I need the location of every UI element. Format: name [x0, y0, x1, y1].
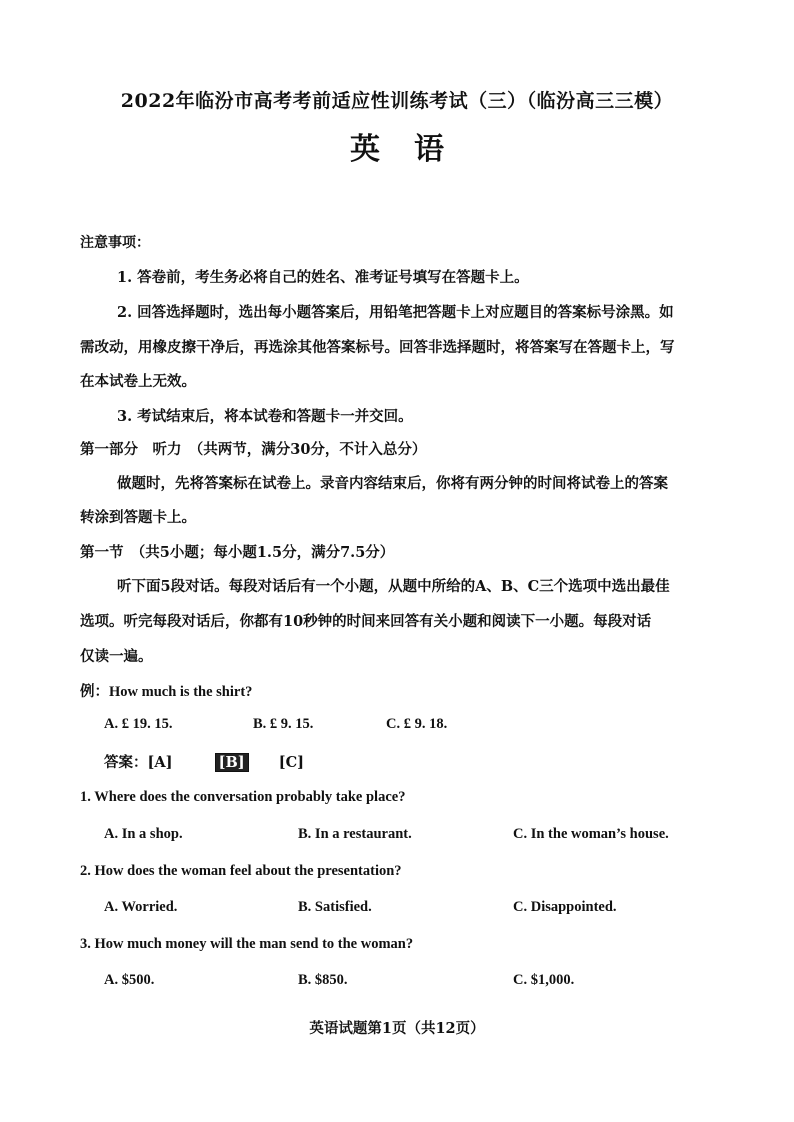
notice-heading: 注意事项： [80, 235, 150, 251]
answer-mark-a: [A] [147, 754, 173, 771]
question-2-option-c: C. Disappointed. [513, 899, 617, 915]
example-option-a: A. £ 19. 15. [104, 716, 173, 732]
part1-instruction-line-2: 转涂到答题卡上。 [80, 509, 196, 526]
question-3-option-a: A. $500. [104, 972, 155, 988]
section1-instruction-line-2: 选项。听完每段对话后，你都有10秒钟的时间来回答有关小题和阅读下一小题。每段对话 [80, 613, 652, 630]
part1-instruction-line-1: 做题时，先将答案标在试卷上。录音内容结束后，你将有两分钟的时间将试卷上的答案 [117, 475, 668, 492]
question-1 [80, 789, 405, 806]
notice-item-2-line-3: 在本试卷上无效。 [80, 373, 196, 390]
question-1-option-b: B. In a restaurant. [298, 826, 412, 842]
question-2-option-b: B. Satisfied. [298, 899, 372, 915]
question-1-option-a: A. In a shop. [104, 826, 183, 842]
question-2 [80, 863, 402, 880]
section1-instruction-line-1: 听下面5段对话。每段对话后有一个小题，从题中所给的A、B、C三个选项中选出最佳 [117, 578, 670, 595]
answer-mark-c: [C] [278, 754, 304, 771]
example-option-b: B. £ 9. 15. [253, 716, 314, 732]
question-3-option-c: C. $1,000. [513, 972, 575, 988]
question-text: How much money will the man send to the woman? [94, 936, 414, 952]
example-prefix: 例： [80, 684, 109, 700]
example-question-text: How much is the shirt? [109, 684, 253, 700]
question-number: 1. [80, 789, 91, 805]
question-2-option-a: A. Worried. [104, 899, 178, 915]
notice-item-2-line-1: 2. 回答选择题时，选出每小题答案后，用铅笔把答题卡上对应题目的答案标号涂黑。如 [117, 304, 674, 321]
question-number: 2. [80, 863, 91, 879]
part1-heading: 第一部分 听力 （共两节，满分30分，不计入总分） [80, 441, 427, 458]
example-option-c: C. £ 9. 18. [386, 716, 448, 732]
exam-title: 2022年临汾市高考考前适应性训练考试（三）（临汾高三三模） [120, 90, 674, 112]
question-text: How does the woman feel about the presentation? [94, 863, 402, 879]
subject-title: 英语 [350, 132, 478, 167]
section1-instruction-line-3: 仅读一遍。 [80, 648, 153, 665]
answer-mark-b-filled: [B] [215, 753, 249, 772]
example-answer-label: 答案： [104, 754, 148, 771]
question-text: Where does the conversation probably take place? [94, 789, 406, 805]
example-answer-row [104, 751, 304, 772]
question-3 [80, 936, 413, 953]
notice-item-2-line-2: 需改动，用橡皮擦干净后，再选涂其他答案标号。回答非选择题时，将答案写在答题卡上，写 [80, 339, 675, 356]
section1-heading: 第一节 （共5小题；每小题1.5分，满分7.5分） [80, 544, 395, 561]
notice-item-1: 1. 答卷前，考生务必将自己的姓名、准考证号填写在答题卡上。 [117, 269, 529, 286]
question-3-option-b: B. $850. [298, 972, 348, 988]
question-number: 3. [80, 936, 91, 952]
question-1-option-c: C. In the woman’s house. [513, 826, 669, 842]
example-question [80, 680, 252, 701]
notice-item-3: 3. 考试结束后，将本试卷和答题卡一并交回。 [117, 408, 413, 425]
page-footer: 英语试题第1页（共12页） [309, 1020, 485, 1037]
